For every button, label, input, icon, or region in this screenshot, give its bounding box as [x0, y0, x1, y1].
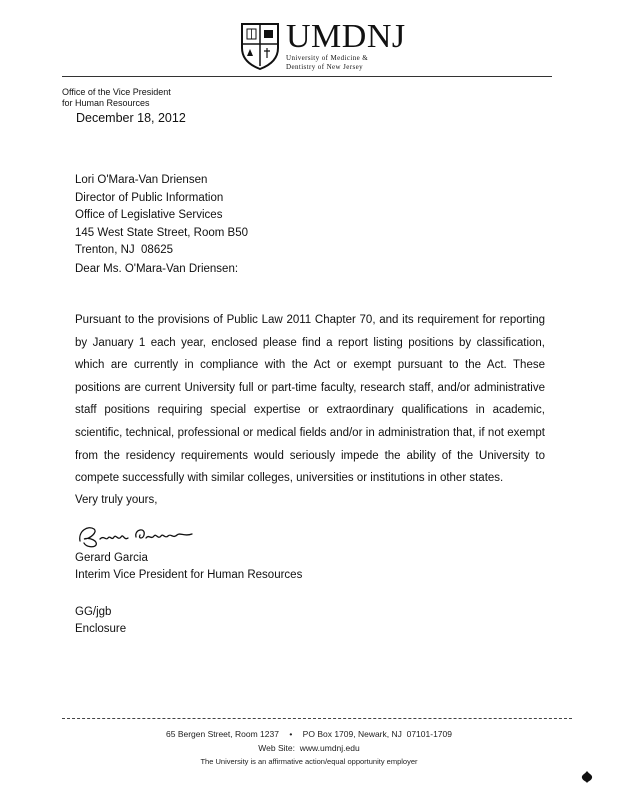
- handwritten-signature: [74, 519, 204, 551]
- footer-rule: [62, 718, 572, 719]
- office-of-vp: [62, 87, 171, 109]
- initials-block: [75, 604, 126, 637]
- university-shield-icon: [240, 22, 280, 70]
- recipient-office: Office of Legislative Services: [75, 209, 223, 221]
- signer-title: Interim Vice President for Human Resources: [75, 568, 303, 581]
- footer-pobox: PO Box 1709, Newark, NJ 07101-1709: [302, 729, 452, 739]
- recipient-street: 145 West State Street, Room B50: [75, 226, 249, 239]
- logo-subtitle-line-1: University of Medicine &: [286, 54, 369, 62]
- office-line-2: for Human Resources: [62, 98, 150, 108]
- recipient-name: Lori O'Mara-Van Driensen: [75, 174, 208, 186]
- signer-name: Gerard Garcia: [75, 552, 148, 564]
- footer-street: 65 Bergen Street, Room 1237: [166, 729, 279, 739]
- signer-block: [75, 550, 302, 583]
- letterhead: [0, 0, 618, 80]
- logo-text: [286, 20, 406, 72]
- letterhead-footer: [0, 728, 618, 769]
- typist-initials: GG/jgb: [75, 606, 112, 618]
- office-line-1: Office of the Vice President: [62, 87, 171, 97]
- logo-wordmark: UMDNJ: [286, 18, 406, 55]
- salutation: Dear Ms. O'Mara-Van Driensen:: [75, 263, 239, 275]
- letter-body: Pursuant to the provisions of Public Law 2011 Chapter 70, and its requirement for reporting by January 1 each year, enclosed please find a report listing positions by classification, which are currently in compliance with the Act or exempt pursuant to the Act. These positions are current University full or part-time faculty, research staff, and/or administrative staff positions requiring special expertise or extraordinary qualifications in academic, scientific, technical, professional or medical fields and/or in administration that, if not exempt from the residency requirements would seriously impede the ability of the University to compete successfully with similar colleges, universities or institutions in other states.: [75, 314, 545, 485]
- recipient-title: Director of Public Information: [75, 191, 224, 204]
- header-rule: [62, 76, 552, 77]
- footer-address-line: [0, 728, 618, 742]
- recipient-city: Trenton, NJ 08625: [75, 244, 174, 256]
- bullet-icon: •: [289, 729, 293, 739]
- footer-website: Web Site: www.umdnj.edu: [258, 742, 360, 753]
- logo-subtitle-line-2: Dentistry of New Jersey: [286, 63, 364, 71]
- recipient-address: [75, 172, 248, 260]
- corner-mark-icon: [580, 770, 594, 784]
- enclosure-note: Enclosure: [75, 622, 127, 635]
- footer-eeo: The University is an affirmative action/equal opportunity employer: [200, 757, 418, 766]
- letter-date: December 18, 2012: [76, 111, 186, 125]
- closing: Very truly yours,: [75, 494, 158, 506]
